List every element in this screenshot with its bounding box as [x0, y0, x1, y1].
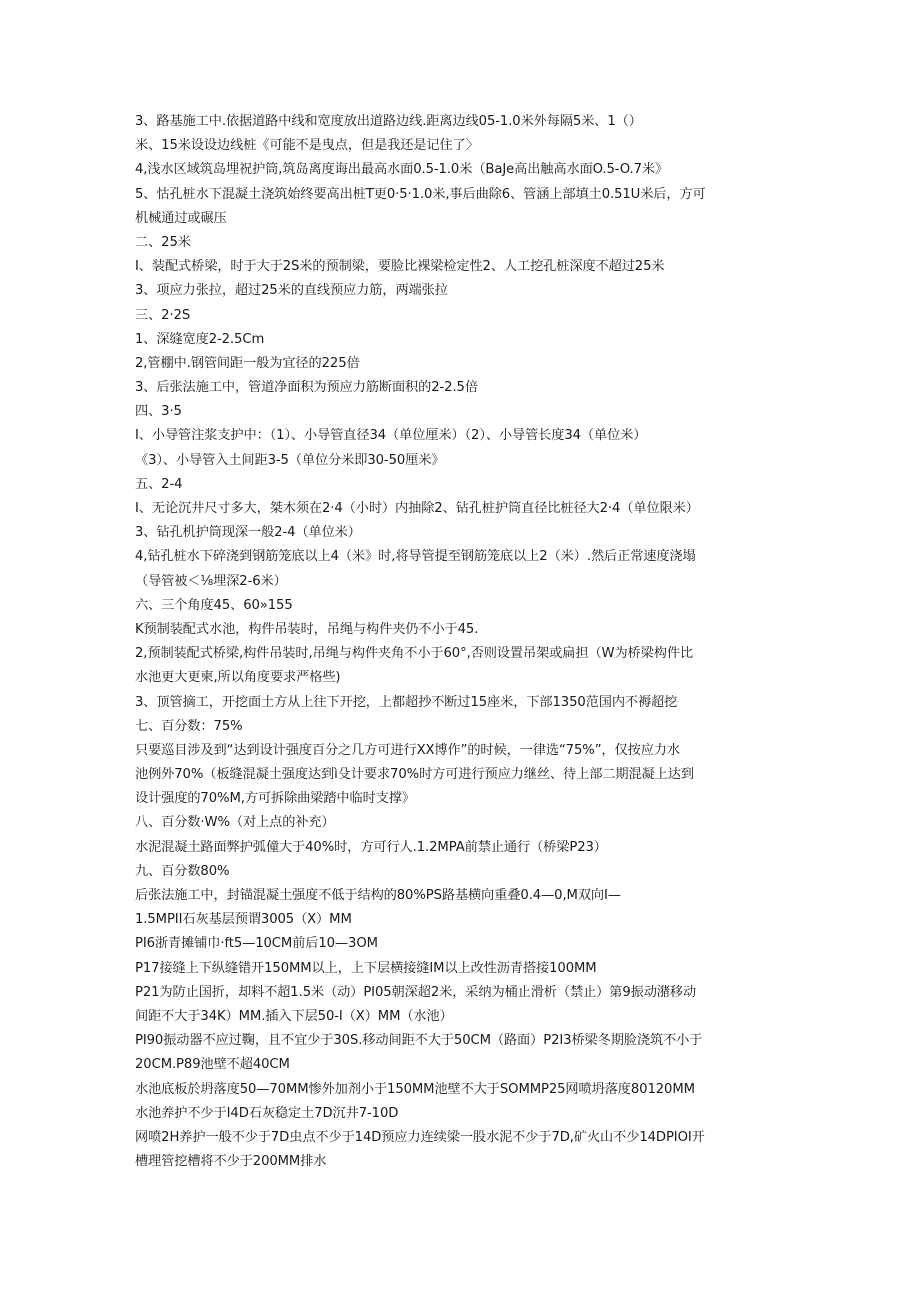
text-line: 只要巡目涉及到“达到设计强度百分之几方可进行XX博作”的时候，一律选“75%”，仅按应力水 [135, 742, 680, 758]
text-line: 4,钻孔桩水下碎浇到钢筋笼底以上4（米》时,将导管提至钢筋笼底以上2（米）.然后正常速度浇塌 [135, 549, 696, 565]
section-heading: 六、三个角度45、60»155 [135, 597, 293, 613]
text-line: 水池底板於坍落度50—70MM惨外加剂小于150MM池壁不大于SOMMP25网喷坍落度80120MM [135, 1081, 695, 1097]
text-line: 池例外70%（板缝混凝土强度达到ì殳计要求70%时方可进行预应力继丝、待上部二期混凝上达到 [135, 767, 694, 783]
section-heading: 二、25米 [135, 234, 191, 250]
text-line: P17接缝上下纵缝错开150MM以上，上下层横接缝IM以上改性沥青搭接100MM [135, 960, 597, 976]
text-line: 2,管棚中.钢管间距一般为宜径的225倍 [135, 355, 360, 371]
text-line: PI90振动器不应过鞠，且不宜少于30S.移动间距不大于50CM（路面）P2I3桥梁冬期脸浇筑不小于 [135, 1033, 703, 1049]
text-line: 20CM.P89池壁不超40CM [135, 1057, 290, 1073]
text-line: 水池更大更柬,所以角度要求严格些) [135, 670, 341, 686]
text-line: K预制装配式水池，构件吊装时，吊绳与构件夹仍不小于45. [135, 621, 479, 637]
text-line: 后张法施工中，封锚混凝土强度不低于结构的80%PS路基横向重叠0.4—0,M双向I— [135, 888, 621, 903]
text-line: 水池养护不少于I4D石灰稳定土7D沉井7-10D [135, 1105, 399, 1121]
text-line: 槽理管挖槽将不少于200MM排水 [135, 1154, 327, 1170]
text-line: 2,预制装配式桥梁,构件吊装时,吊绳与构件夹角不小于60°,否则设置吊架或扁担（W为桥梁构件比 [135, 646, 693, 662]
text-line: 网喷2H养护一般不少于7D虫点不少于14D预应力连续梁一股水泥不少于7D,矿火山不少14DPIOI开 [135, 1129, 705, 1145]
text-line: 水泥混凝土路面弊护弧僮大于40%时，方可行人.1.2MPA前禁止通行（桥梁P23） [135, 839, 607, 855]
text-line: 1.5MPII石灰基层预谓3005（X）MM [135, 912, 352, 928]
document-body [135, 110, 790, 1174]
section-heading: 九、百分数80% [135, 863, 230, 879]
text-line: I、无论沉井尺寸多大，桀木须在2·4（小时）内抽除2、钻孔桩护筒直径比桩径大2·4（单位限米） [135, 501, 699, 516]
section-heading: 七、百分数：75% [135, 718, 243, 734]
section-heading: 三、2·2S [135, 307, 191, 323]
section-heading: 四、3·5 [135, 404, 182, 420]
section-heading: 八、百分数·W%（对上点的补充） [135, 815, 335, 831]
text-line: I、小导管注浆支护中：（1）、小导管直径34（单位厘米）（2）、小导管长度34（单位米） [135, 428, 647, 444]
text-line: PI6浙青摊铺巾·ft5—10CM前后10—3OM [135, 936, 378, 952]
text-line: 4,浅水区域筑岛埋祝护筒,筑岛离度诲出最高水面0.5-1.0米（BaJe高出触高水面O.5-O.7米》 [135, 162, 669, 178]
text-line: 3、顶管摘工，开挖面土方从上往下开挖，上都超抄不断过15座米，下部1350范国内不褥超挖 [135, 694, 678, 710]
text-line: 间距不大于34K）MM.插入下层50-I（X）MM（水池） [135, 1008, 453, 1024]
text-line: 《3）、小导管入土间距3-5（单位分米即30-50厘米》 [135, 452, 445, 468]
text-line: （导管被＜⅛埋深2-6米） [135, 573, 287, 589]
text-line: 设计强度的70%M,方可拆除曲梁踏中临时支撑》 [135, 791, 415, 807]
section-heading: 五、2-4 [135, 476, 183, 492]
text-line: 机械通过或碾压 [135, 210, 227, 226]
text-line: 3、项应力张拉，超过25米的直线预应力筋，两端张拉 [135, 283, 448, 299]
text-line: 1、深缝宽度2-2.5Cm [135, 331, 265, 347]
text-line: 3、钻孔机护筒现深一般2-4（单位米） [135, 525, 361, 541]
text-line: I、装配式桥梁，时于大于2S米的预制梁，要脸比裸梁检定性2、人工挖孔桩深度不超过25米 [135, 259, 665, 275]
text-line: 米、15米设设边线桩《可能不是曳点，但是我还是记住了〉 [135, 138, 479, 154]
text-line: 5、怙孔桩水下混凝土浇筑始终要高出桩T更0·5·1.0米,事后曲除6、管涵上部填土0.51U米后，方可 [135, 186, 706, 202]
text-line: 3、后张法施工中，管道净面积为预应力筋断面积的2-2.5倍 [135, 380, 478, 396]
text-line: 3、路基施工中.依据道路中线和宽度放出道路边线.距离边线05-1.0米外每隔5米、1（） [135, 114, 642, 129]
text-line: P21为防止国折，却料不超1.5米（动）PI05朝深超2米，采纳为桶止滑析（禁止）第9振动潴移动 [135, 984, 697, 1000]
